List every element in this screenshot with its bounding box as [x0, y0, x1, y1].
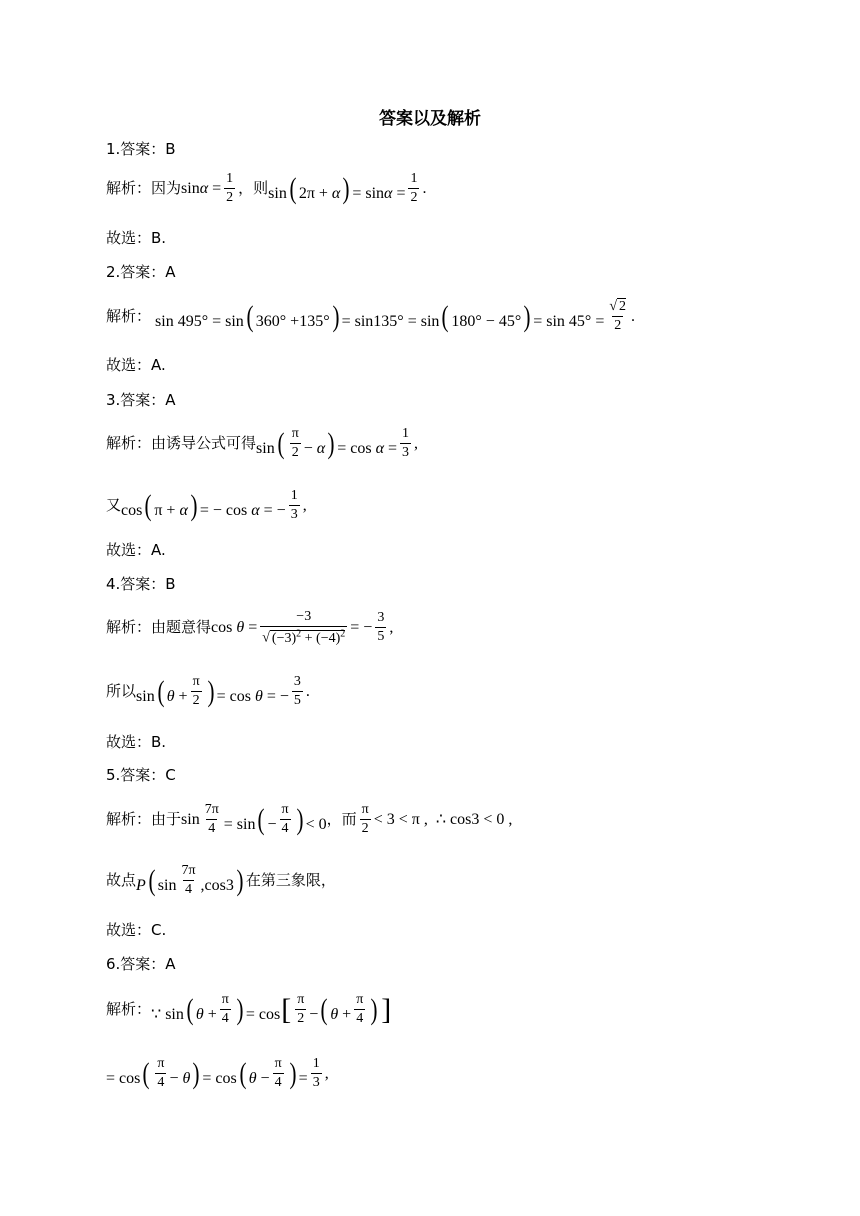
fraction: $\frac{\pi}{4}$	[274, 1056, 282, 1090]
math: cos( π + α) = − cos α = −	[121, 488, 286, 522]
math: sin 495° = sin( 360° +135°) = sin135° = sin( 180° − 45°) = sin 45° =	[151, 299, 605, 333]
fraction: $\frac{\pi}{4}$	[281, 802, 289, 836]
fraction: $\frac{\pi}{2}$	[297, 992, 305, 1026]
q5-line2-prefix: 故点	[106, 871, 137, 889]
fraction: $\frac{7\pi}{4}$	[204, 802, 219, 836]
q3-solution: 解析：由诱导公式可得 sin( $\frac{\pi}{2}$ − α) = cos α = $\frac{1}{3}$ ,	[106, 426, 418, 460]
fraction: $\frac{\pi}{4}$	[221, 992, 229, 1026]
fraction: $\frac{√ 2}{2}$	[609, 299, 627, 333]
q5-answer: 5.答案：C	[106, 766, 176, 784]
math: ∵ sin( θ +	[151, 992, 217, 1026]
q4-solution: 解析：由题意得 cos θ = $\frac{-3}{√ (-3)^2 + (-4)^2}$ = − $\frac{3}{5}$ ,	[106, 609, 394, 646]
fraction: $\frac{1}{3}$	[402, 426, 409, 460]
q6-solution: 解析： ∵ sin( θ + $\frac{\pi}{4}$ ) = cos[ $\frac{\pi}{2}$ −( θ + $\frac{\pi}{4}$ ) ]	[106, 992, 392, 1026]
page-title: 答案以及解析	[379, 109, 481, 129]
q1-answer: 1.答案：B	[106, 140, 176, 158]
q4-solution-line2: 所以 sin( θ + $\frac{\pi}{2}$ ) = cos θ = − $\frac{3}{5}$ .	[106, 674, 310, 708]
fraction: $\frac{1}{2}$	[226, 171, 234, 205]
q4-choice: 故选：B.	[106, 733, 167, 751]
q3-choice: 故选：A.	[106, 541, 166, 559]
fraction: $\frac{3}{5}$	[293, 674, 301, 708]
fraction: $\frac{3}{5}$	[377, 610, 385, 645]
q3-answer: 3.答案：A	[106, 391, 176, 409]
fraction: $\frac{1}{2}$	[410, 171, 418, 205]
q5-solution-prefix: 解析：由于	[106, 810, 182, 828]
math: P( sin	[136, 863, 177, 897]
q3-solution-line2: 又 cos( π + α) = − cos α = − $\frac{1}{3}$ ,	[106, 488, 307, 522]
q5-solution: 解析：由于 sin $\frac{7\pi}{4}$ = sin( − $\frac{\pi}{4}$ ) < 0 ，而 $\frac{\pi}{2}$ < 3 < π , ∴ cos3 < 0 ,	[106, 802, 513, 836]
math: sin( 2π + α) = sinα =	[268, 171, 406, 205]
q4-answer: 4.答案：B	[106, 575, 176, 593]
math: sin	[181, 810, 200, 828]
q1-solution-mid: ，则	[238, 179, 269, 197]
fraction: $\frac{\pi}{2}$	[192, 674, 200, 708]
math: = cos(	[106, 1056, 150, 1090]
math: sinα =	[181, 179, 222, 197]
q5-choice: 故选：C.	[106, 921, 167, 939]
fraction: $\frac{1}{3}$	[290, 488, 298, 522]
q4-line2-prefix: 所以	[106, 682, 137, 700]
fraction: $\frac{\pi}{4}$	[157, 1056, 165, 1090]
math: sin(	[256, 426, 285, 460]
q6-answer: 6.答案：A	[106, 955, 176, 973]
fraction: $\frac{\pi}{2}$	[291, 426, 299, 460]
math: sin( θ +	[136, 674, 188, 708]
fraction: $\frac{\pi}{2}$	[361, 802, 369, 836]
q2-choice: 故选：A.	[106, 356, 166, 374]
q5-solution-line2: 故点 P( sin $\frac{7\pi}{4}$ ,cos3) 在第三象限，	[106, 863, 336, 897]
q5-solution-mid: ，而	[326, 810, 357, 828]
q3-solution-prefix: 解析：由诱导公式可得	[106, 434, 257, 452]
q6-solution-prefix: 解析：	[106, 1000, 152, 1018]
q1-solution: 解析：因为 sinα = $\frac{1}{2}$ ，则 sin( 2π + α) = sinα = $\frac{1}{2}$ .	[106, 171, 427, 205]
q2-solution: 解析： sin 495° = sin( 360° +135°) = sin135° = sin( 180° − 45°) = sin 45° = $\frac{√ 2}{2}$ .	[106, 299, 636, 333]
q2-answer: 2.答案：A	[106, 263, 176, 281]
q4-solution-prefix: 解析：由题意得	[106, 618, 212, 637]
q1-choice: 故选：B.	[106, 229, 167, 247]
q3-line2-prefix: 又	[106, 496, 122, 514]
q2-solution-prefix: 解析：	[106, 307, 152, 325]
math: cos θ =	[211, 618, 258, 636]
fraction: $\frac{\pi}{4}$	[356, 992, 364, 1026]
fraction: $\frac{1}{3}$	[312, 1056, 320, 1090]
fraction: $\frac{7\pi}{4}$	[181, 863, 196, 897]
q5-line2-suffix: 在第三象限，	[245, 871, 336, 889]
q6-solution-line2: = cos( $\frac{\pi}{4}$ − θ) = cos( θ − $\frac{\pi}{4}$ ) = $\frac{1}{3}$ ,	[106, 1056, 329, 1090]
fraction: $\frac{-3}{√ (-3)^2 + (-4)^2}$	[262, 609, 346, 646]
q1-solution-prefix: 解析：因为	[106, 179, 182, 197]
